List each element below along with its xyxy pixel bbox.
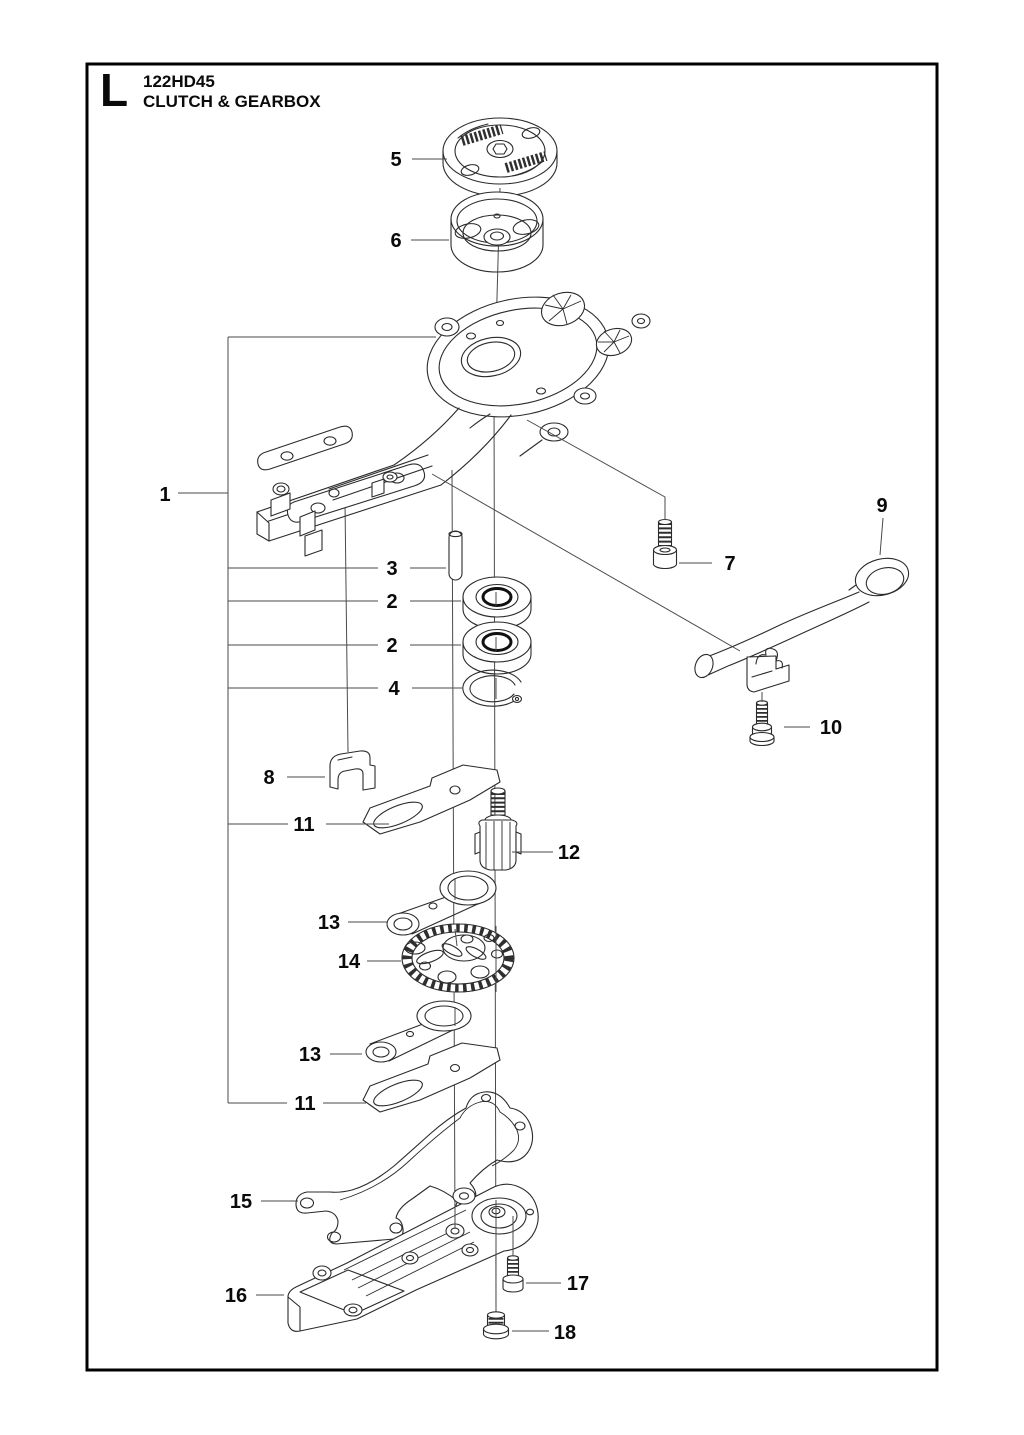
callout-5: 5 bbox=[390, 149, 402, 171]
callout-15: 15 bbox=[229, 1191, 253, 1213]
callout-11a: 11 bbox=[293, 814, 315, 836]
page-frame bbox=[87, 64, 937, 1370]
callout-18: 18 bbox=[553, 1322, 577, 1344]
callout-11b: 11 bbox=[294, 1093, 316, 1115]
callout-17: 17 bbox=[566, 1273, 590, 1295]
page-title: CLUTCH & GEARBOX bbox=[143, 92, 321, 111]
callout-8: 8 bbox=[263, 767, 275, 789]
callout-13b: 13 bbox=[298, 1044, 322, 1066]
part-14-gear bbox=[402, 924, 514, 992]
callout-12: 12 bbox=[557, 842, 581, 864]
callout-9: 9 bbox=[876, 495, 888, 517]
callout-7: 7 bbox=[724, 553, 736, 575]
callout-10: 10 bbox=[819, 717, 843, 739]
section-letter: L bbox=[100, 64, 129, 116]
callout-4: 4 bbox=[388, 678, 400, 700]
callout-13a: 13 bbox=[317, 912, 341, 934]
callout-2a: 2 bbox=[386, 591, 398, 613]
callout-3: 3 bbox=[386, 558, 398, 580]
part-3-pin bbox=[449, 531, 462, 580]
callout-1: 1 bbox=[159, 484, 171, 506]
callout-6: 6 bbox=[390, 230, 402, 252]
callout-14: 14 bbox=[337, 951, 361, 973]
callout-2b: 2 bbox=[386, 635, 398, 657]
model-number: 122HD45 bbox=[143, 72, 215, 91]
callout-16: 16 bbox=[224, 1285, 248, 1307]
